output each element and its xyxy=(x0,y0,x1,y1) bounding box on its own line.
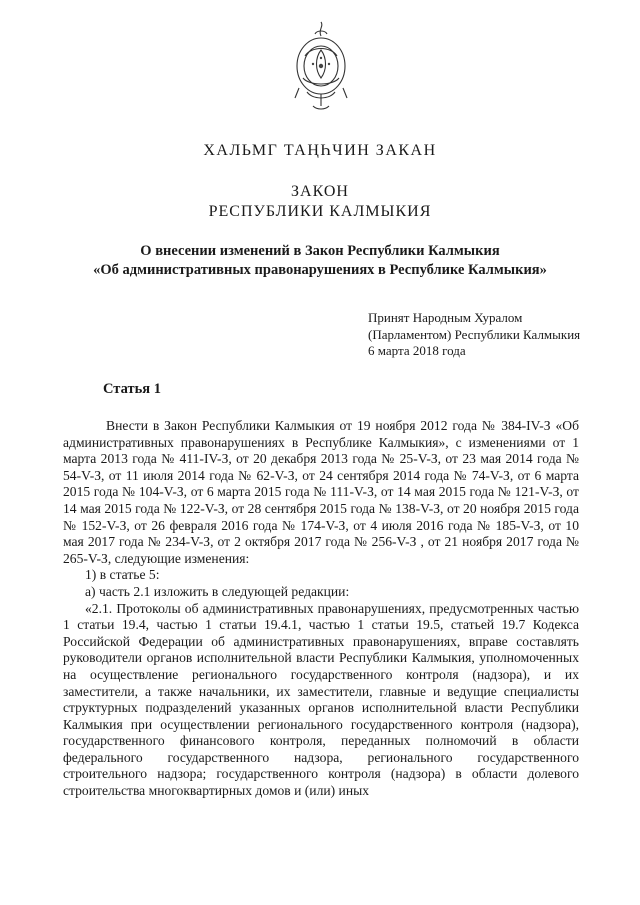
article-body xyxy=(63,418,579,800)
article-heading: Статья 1 xyxy=(103,381,161,397)
document-subject xyxy=(60,242,580,280)
law-title-line2: РЕСПУБЛИКИ КАЛМЫКИЯ xyxy=(208,203,432,220)
adoption-line2: (Парламентом) Республики Калмыкия xyxy=(368,326,581,342)
adoption-note xyxy=(368,310,628,360)
adoption-date: 6 марта 2018 года xyxy=(368,343,466,358)
quoted-text: «2.1. Протоколы об административных правонарушениях, предусмотренных частью 1 статьи 19.4, частью 1 статьи 19.4.1, частью 1 статьи 19.5, статьей 19.7 Кодекса Российской Федерации об административных правонарушениях, вправе составлять руководители органов исполнительной власти Республики Калмыкия, уполномоченных на осуществление регионального государственного контроля (надзора), и их заместители, а также начальники, их заместители, главные и ведущие специалисты структурных подразделений указанных органов исполнительной власти Республики Калмыкия при осуществлении регионального государственного контроля (надзора), государственного финансового контроля, переданных полномочий в области федерального государственного надзора, регионального государственного строительного надзора; государственного контроля (надзора) в области долевого строительства многоквартирных домов и (или) иных xyxy=(63,600,579,799)
amendment-paragraph: Внести в Закон Республики Калмыкия от 19 ноября 2012 года № 384-IV-З «Об административных правонарушениях в Республике Калмыкия», с изменениями от 1 марта 2013 года № 411-IV-З, от 20 декабря 2013 года № 25-V-З, от 23 мая 2014 года № 54-V-З, от 11 июля 2014 года № 62-V-З, от 24 сентября 2014 года № 74-V-З, от 6 марта 2015 года № 104-V-З, от 6 марта 2015 года № 111-V-З, от 14 мая 2015 года № 121-V-З, от 14 мая 2015 года № 122-V-З, от 28 сентября 2015 года № 138-V-З, от 20 ноября 2015 года № 152-V-З, от 26 февраля 2016 года № 174-V-З, от 4 июля 2016 года № 185-V-З, от 10 мая 2017 года № 234-V-З, от 2 октября 2017 года № 256-V-З , от 21 ноября 2017 года № 265-V-З, следующие изменения: xyxy=(63,418,579,566)
kalmyk-law-title: ХАЛЬМГ ТАҢҺЧИН ЗАКАН xyxy=(203,142,437,159)
adoption-line1: Принят Народным Хуралом xyxy=(368,310,523,325)
list-item-1: 1) в статье 5: xyxy=(85,567,160,583)
list-item-1a: а) часть 2.1 изложить в следующей редакции: xyxy=(85,583,350,599)
kalmykia-emblem-icon xyxy=(285,20,357,116)
law-title-line1: ЗАКОН xyxy=(291,183,349,200)
subject-line2: «Об административных правонарушениях в Республике Калмыкия» xyxy=(93,262,547,278)
law-title xyxy=(0,182,640,222)
subject-line1: О внесении изменений в Закон Республики Калмыкия xyxy=(140,243,500,259)
